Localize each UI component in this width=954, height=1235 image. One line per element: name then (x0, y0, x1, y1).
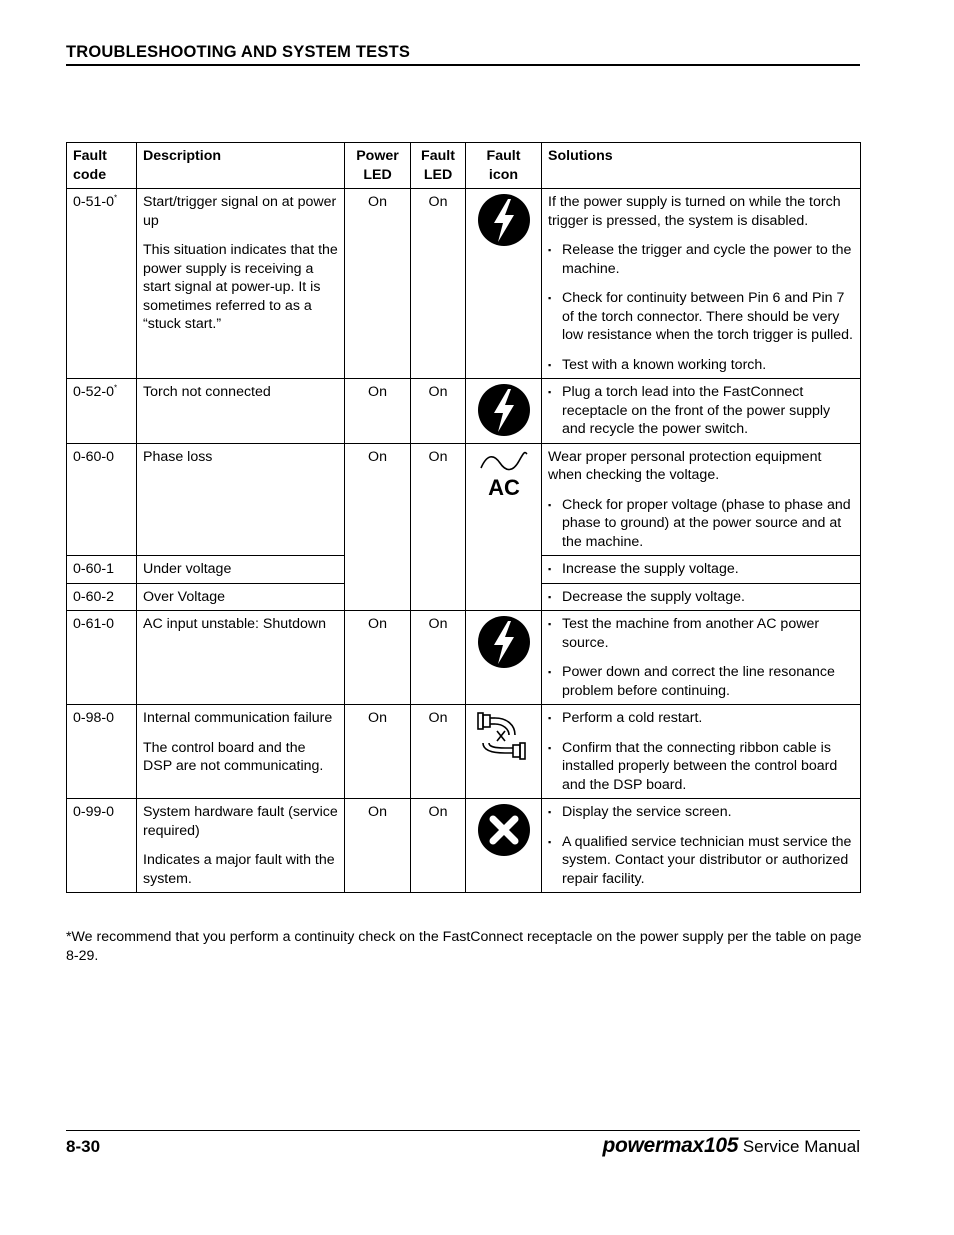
page-number: 8-30 (66, 1137, 101, 1156)
power-led: On (345, 705, 411, 799)
fault-led: On (411, 189, 466, 379)
col-power-led: Power LED (345, 143, 411, 189)
table-row (67, 379, 861, 444)
solution-item: ▪ Release the trigger and cycle the power to the machine. (548, 241, 854, 278)
fault-led: On (411, 799, 466, 893)
fault-code: 0-60-0 (67, 443, 137, 556)
x-circle-icon (477, 803, 531, 857)
ac-label: AC (487, 474, 520, 500)
solution-item: ▪ Check for proper voltage (phase to phase and phase to ground) at the power source and at the machine. (548, 496, 854, 552)
description: Start/trigger signal on at power up This situation indicates that the power supply is receiving a start signal at power-up. It is sometimes referred to as a “stuck start.” (137, 189, 345, 379)
manual-title: Service Manual (742, 1137, 860, 1156)
table-row (67, 611, 861, 705)
solution-item: ▪ Test the machine from another AC power source. (548, 615, 854, 652)
description: System hardware fault (service required) Indicates a major fault with the system. (137, 799, 345, 893)
solutions: Wear proper personal protection equipment when checking the voltage. ▪ Check for proper voltage (phase to phase and phase to ground) at the power source and at the machine. (542, 443, 861, 556)
solution-item: ▪ A qualified service technician must service the system. Contact your distributor or authorized repair facility. (548, 833, 854, 889)
table-row (67, 443, 861, 556)
power-led: On (345, 611, 411, 705)
fault-code: 0-99-0 (67, 799, 137, 893)
solutions (542, 379, 861, 444)
footer-rule (66, 1130, 860, 1131)
solution-item: ▪ Check for continuity between Pin 6 and Pin 7 of the torch connector. There should be very low resistance when the torch trigger is pulled. (548, 289, 854, 345)
fault-code: 0-60-2 (67, 583, 137, 611)
col-fault-code: Fault code (67, 143, 137, 189)
solutions: If the power supply is turned on while the torch trigger is pressed, the system is disabled. ▪ Release the trigger and cycle the power to the machine. ▪ Check for continuity between Pin 6 and Pin 7 of the torch connector. There should be very low resistance when the torch trigger is pulled. ▪ Test with a known working torch. (542, 189, 861, 379)
col-solutions: Solutions (542, 143, 861, 189)
power-led: On (345, 443, 411, 611)
fault-icon-cell (466, 611, 542, 705)
table-header-row (67, 143, 861, 189)
fault-led: On (411, 443, 466, 611)
col-fault-led: Fault LED (411, 143, 466, 189)
footnote: *We recommend that you perform a continuity check on the FastConnect receptacle on the power supply per the table on page 8-29. (66, 929, 862, 964)
power-led: On (345, 189, 411, 379)
table-row (67, 799, 861, 893)
solution-item: ▪ Display the service screen. (548, 803, 854, 822)
solution-item: ▪ Test with a known working torch. (548, 356, 854, 375)
fault-code: 0-52-0* (67, 379, 137, 444)
lightning-bolt-icon (477, 615, 531, 669)
description: Over Voltage (137, 583, 345, 611)
fault-code: 0-60-1 (67, 556, 137, 584)
fault-code: 0-98-0 (67, 705, 137, 799)
fault-led: On (411, 611, 466, 705)
fault-code: 0-61-0 (67, 611, 137, 705)
solution-item: ▪ Confirm that the connecting ribbon cable is installed properly between the control board and the DSP board. (548, 739, 854, 795)
solutions (542, 705, 861, 799)
fault-code: 0-51-0* (67, 189, 137, 379)
disconnected-cable-icon (475, 709, 533, 767)
lightning-bolt-icon (477, 193, 531, 247)
col-fault-icon: Fault icon (466, 143, 542, 189)
solutions (542, 799, 861, 893)
fault-icon-cell (466, 799, 542, 893)
description: AC input unstable: Shutdown (137, 611, 345, 705)
table-row (67, 705, 861, 799)
footer-brand (602, 1134, 860, 1158)
fault-led: On (411, 705, 466, 799)
brand-logo: powermax105 (602, 1134, 739, 1157)
fault-code-table (66, 142, 861, 893)
power-led: On (345, 799, 411, 893)
table-row (67, 189, 861, 379)
solution-item: ▪ Plug a torch lead into the FastConnect receptacle on the front of the power supply and recycle the power switch. (548, 383, 854, 439)
solution-item: ▪ Decrease the supply voltage. (548, 588, 854, 607)
lightning-bolt-icon (477, 383, 531, 437)
fault-icon-cell (466, 705, 542, 799)
col-description: Description (137, 143, 345, 189)
fault-icon-cell (466, 189, 542, 379)
solution-item: ▪ Increase the supply voltage. (548, 560, 854, 579)
fault-led: On (411, 379, 466, 444)
power-led: On (345, 379, 411, 444)
solutions (542, 611, 861, 705)
solutions (542, 556, 861, 584)
section-title: TROUBLESHOOTING AND SYSTEM TESTS (66, 43, 411, 61)
description: Torch not connected (137, 379, 345, 444)
solution-item: ▪ Power down and correct the line resonance problem before continuing. (548, 663, 854, 700)
solutions (542, 583, 861, 611)
fault-icon-cell (466, 379, 542, 444)
description: Phase loss (137, 443, 345, 556)
fault-icon-cell (466, 443, 542, 611)
header-rule (66, 64, 860, 66)
solution-item: ▪ Perform a cold restart. (548, 709, 854, 728)
ac-sine-wave-icon (477, 448, 531, 502)
description: Under voltage (137, 556, 345, 584)
description: Internal communication failure The control board and the DSP are not communicating. (137, 705, 345, 799)
